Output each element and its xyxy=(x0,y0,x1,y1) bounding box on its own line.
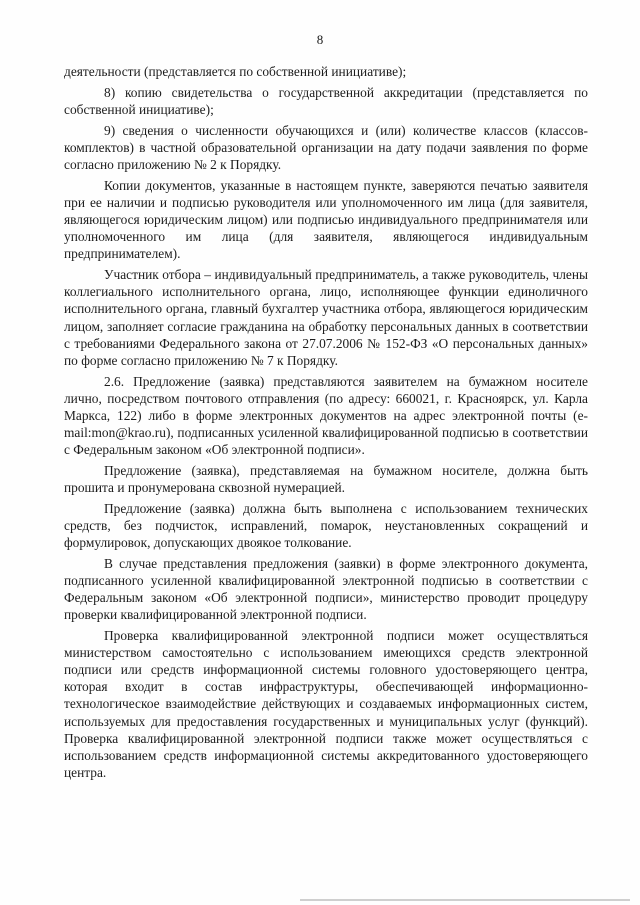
paragraph-technical-means: Предложение (заявка) должна быть выполнена с использованием технических средств, без подчисток, исправлений, помарок, неустановленных сокращений и формулировок, допускающих двоякое толкование. xyxy=(64,500,588,551)
paragraph-signature-verification: Проверка квалифицированной электронной подписи может осуществляться министерством самостоятельно с использованием имеющихся средств электронной подписи или средств информационной системы головного удостоверяющего центра, которая входит в состав инфраструктуры, обеспечивающей информационно-технологическое взаимодействие действующих и создаваемых информационных систем, используемых для предоставления государственных и муниципальных услуг (функций). Проверка квалифицированной электронной подписи также может осуществляться с использованием средств информационной системы аккредитованного удостоверяющего центра. xyxy=(64,628,588,780)
paragraph-item-8: 8) копию свидетельства о государственной аккредитации (представляется по собственной инициативе); xyxy=(64,84,588,117)
paragraph-copies-certification: Копии документов, указанные в настоящем пункте, заверяются печатью заявителя при ее наличии и подписью руководителя или уполномоченного им лица (для заявителя, являющегося юридическим лицом) или подписью индивидуального предпринимателя или уполномоченного им лица (для заявителя, являющегося индивидуальным предпринимателем). xyxy=(64,177,588,262)
paragraph-item-9: 9) сведения о численности обучающихся и (или) количестве классов (классов-комплектов) в частной образовательной организации на дату подачи заявления по форме согласно приложению № 2 к Порядку. xyxy=(64,122,588,173)
paragraph-continuation: деятельности (представляется по собственной инициативе); xyxy=(64,64,407,79)
paragraph-paper-binding: Предложение (заявка), представляемая на бумажном носителе, должна быть прошита и пронумерована сквозной нумерацией. xyxy=(64,462,588,495)
scan-edge-line xyxy=(300,899,630,901)
document-body xyxy=(64,63,588,785)
paragraph-section-2-6: 2.6. Предложение (заявка) представляются заявителем на бумажном носителе лично, посредством почтового отправления (по адресу: 660021, г. Красноярск, ул. Карла Маркса, 122) либо в форме электронных документов на адрес электронной почты (e-mail:mon@krao.ru), подписанных усиленной квалифицированной подписью в соответствии с Федеральным законом «Об электронной подписи». xyxy=(64,373,588,457)
paragraph-electronic-document: В случае представления предложения (заявки) в форме электронного документа, подписанного усиленной квалифицированной электронной подписью в соответствии с Федеральным законом «Об электронной подписи», министерство проводит процедуру проверки квалифицированной электронной подписи. xyxy=(64,555,588,623)
paragraph-personal-data-consent: Участник отбора – индивидуальный предприниматель, а также руководитель, члены коллегиального исполнительного органа, лицо, исполняющее функции единоличного исполнительного органа, главный бухгалтер участника отбора, являющегося юридическим лицом, заполняет согласие гражданина на обработку персональных данных в соответствии с требованиями Федерального закона от 27.07.2006 № 152-ФЗ «О персональных данных» по форме согласно приложению № 7 к Порядку. xyxy=(64,267,588,368)
page-number: 8 xyxy=(316,32,324,47)
